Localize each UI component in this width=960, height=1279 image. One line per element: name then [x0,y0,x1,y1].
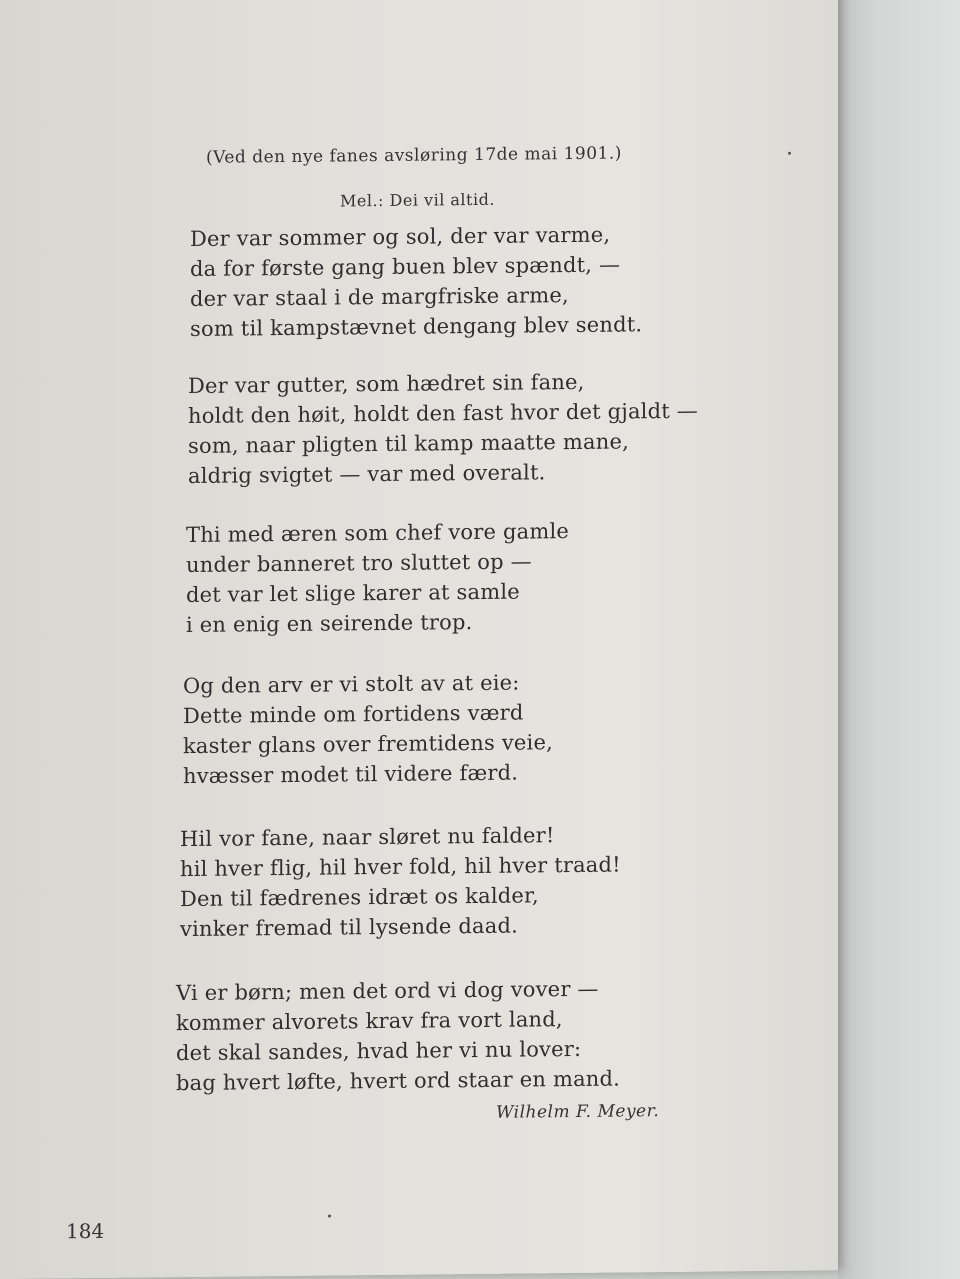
poem-occasion: (Ved den nye fanes avsløring 17de mai 1901.) [206,143,622,168]
stanza-3 [186,516,569,640]
poem-line: Der var gutter, som hædret sin fane, [188,369,585,399]
poem-line: som til kampstævnet dengang blev sendt. [190,312,643,342]
poem-line: da for første gang buen blev spændt, — [190,252,621,282]
stanza-2 [188,366,698,491]
poem-author: Wilhelm F. Meyer. [496,1101,660,1123]
poem-line: bag hvert løfte, hvert ord staar en mand. [176,1066,621,1096]
poem-line: der var staal i de margfriske arme, [190,283,569,312]
poem-line: det skal sandes, hvad her vi nu lover: [176,1036,582,1066]
poem-line: holdt den høit, holdt den fast hvor det gjaldt — [188,398,698,429]
paper-speck [788,152,791,155]
poem-line: hvæsser modet til videre færd. [183,760,519,789]
poem-line: Den til fædrenes idræt os kalder, [180,883,539,912]
poem-line: Der var sommer og sol, der var varme, [190,222,611,252]
poem-line: hil hver flig, hil hver fold, hil hver traad! [180,852,621,882]
background-page-edge [838,0,960,1279]
poem-line: vinker fremad til lysende daad. [180,913,518,942]
poem-line: som, naar pligten til kamp maatte mane, [188,429,629,459]
poem-line: Og den arv er vi stolt av at eie: [183,670,520,699]
poem-line: Vi er børn; men det ord vi dog vover — [176,976,599,1006]
poem-line: kaster glans over fremtidens veie, [183,730,553,759]
poem-line: aldrig svigtet — var med overalt. [188,460,546,489]
poem-melody: Mel.: Dei vil altid. [340,189,495,211]
stanza-1 [190,219,642,344]
poem-line: i en enig en seirende trop. [186,610,473,638]
page-number: 184 [66,1218,105,1244]
stanza-5 [180,819,621,944]
poem-line: kommer alvorets krav fra vort land, [176,1007,563,1036]
poem-line: Thi med æren som chef vore gamle [186,519,570,548]
poem-line: under banneret tro sluttet op — [186,549,532,578]
stanza-6 [176,974,620,1099]
stanza-4 [183,667,553,791]
paper-speck [328,1215,331,1218]
poem-line: Hil vor fane, naar sløret nu falder! [180,823,555,852]
poem-line: det var let slige karer at samle [186,579,520,608]
poem-line: Dette minde om fortidens værd [183,700,524,729]
